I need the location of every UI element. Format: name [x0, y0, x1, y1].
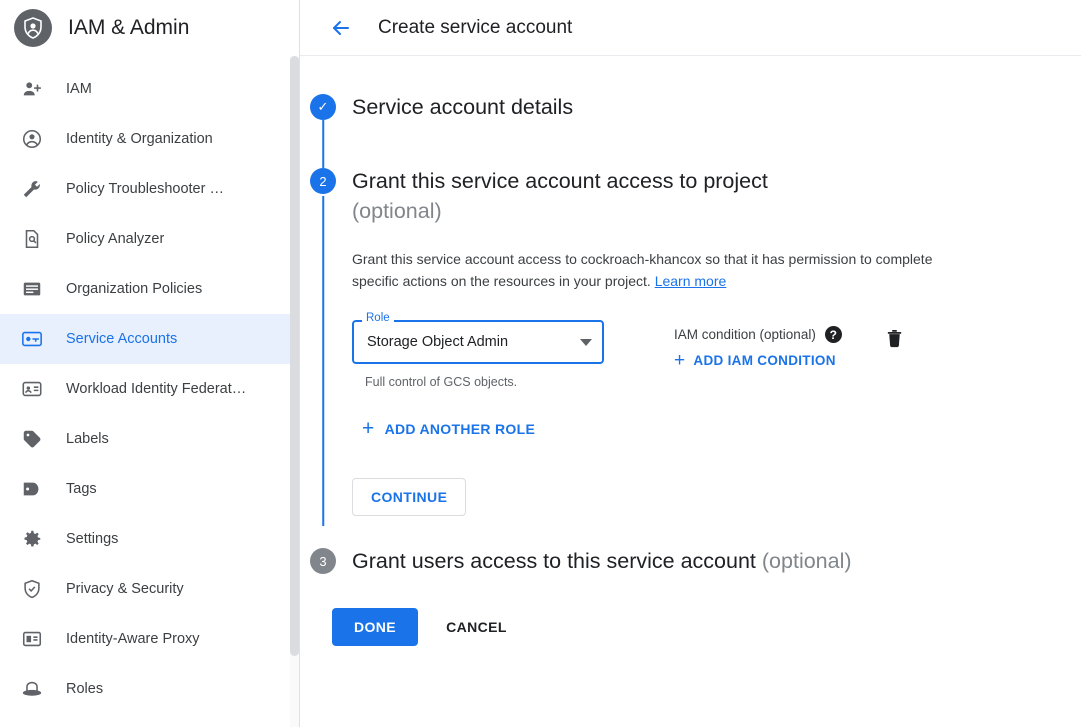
wizard-step-3 — [300, 546, 1081, 576]
step-1-body — [346, 92, 1081, 122]
document-search-icon — [20, 227, 44, 251]
sidebar-item-label: Policy Troubleshooter … — [66, 181, 224, 197]
sidebar-nav — [0, 56, 299, 714]
tag-icon — [20, 477, 44, 501]
sidebar-item-label: Service Accounts — [66, 331, 178, 347]
add-iam-condition-button[interactable] — [674, 349, 842, 371]
sidebar-item-workload-identity-federation[interactable] — [0, 364, 299, 414]
step-2-gutter — [300, 166, 346, 516]
sidebar-item-label: Policy Analyzer — [66, 231, 165, 247]
wrench-icon — [20, 177, 44, 201]
step-3-optional-label: (optional) — [761, 549, 852, 573]
step-3-title[interactable] — [352, 546, 1081, 576]
account-circle-icon — [20, 127, 44, 151]
chevron-down-icon — [580, 339, 592, 346]
sidebar-header — [0, 0, 299, 56]
sidebar-item-label: IAM — [66, 81, 92, 97]
page-title: Create service account — [378, 16, 573, 38]
trash-icon[interactable] — [884, 320, 905, 354]
done-button[interactable]: DONE — [332, 608, 418, 646]
wizard-content — [300, 56, 1081, 646]
sidebar-item-roles[interactable] — [0, 664, 299, 714]
step-3-body — [346, 546, 1081, 576]
step-2-description — [352, 248, 952, 292]
step-3-title-text: Grant users access to this service account — [352, 549, 756, 573]
step-1-gutter — [300, 92, 346, 122]
iam-condition-label-row — [674, 326, 842, 343]
sidebar-item-label: Roles — [66, 681, 104, 697]
step-2-optional-label: (optional) — [352, 199, 442, 223]
id-card-icon — [20, 377, 44, 401]
add-another-role-button[interactable] — [362, 417, 536, 440]
wizard-footer — [300, 608, 1081, 646]
sidebar-scrollbar-thumb[interactable] — [290, 56, 299, 656]
plus-icon: + — [362, 417, 375, 440]
learn-more-link[interactable]: Learn more — [654, 273, 727, 289]
role-select[interactable] — [352, 320, 604, 364]
sidebar-item-policy-analyzer[interactable] — [0, 214, 299, 264]
iam-condition-block — [674, 320, 842, 371]
sidebar-item-settings[interactable] — [0, 514, 299, 564]
step-2-description-text: Grant this service account access to cockroach-khancox so that it has permission to complete specific actions on the resources in your project. — [352, 251, 933, 289]
step-1-title[interactable]: Service account details — [352, 95, 574, 119]
help-icon[interactable]: ? — [825, 326, 842, 343]
sidebar-item-service-accounts[interactable] — [0, 314, 299, 364]
step-2-body — [346, 166, 1081, 516]
wizard-step-1 — [300, 92, 1081, 122]
iam-condition-label: IAM condition (optional) — [674, 327, 816, 342]
proxy-icon — [20, 627, 44, 651]
sidebar-item-identity-aware-proxy[interactable] — [0, 614, 299, 664]
step-2-title — [352, 166, 1081, 226]
page-header — [300, 0, 1081, 56]
sidebar — [0, 0, 300, 727]
sidebar-item-label: Identity-Aware Proxy — [66, 631, 200, 647]
sidebar-item-tags[interactable] — [0, 464, 299, 514]
role-helper-text: Full control of GCS objects. — [365, 375, 518, 389]
shield-person-icon — [14, 9, 52, 47]
sidebar-scrollbar[interactable] — [290, 56, 299, 727]
cancel-button[interactable]: CANCEL — [432, 608, 521, 646]
sidebar-item-labels[interactable] — [0, 414, 299, 464]
shield-check-icon — [20, 577, 44, 601]
list-card-icon — [20, 277, 44, 301]
arrow-back-icon[interactable] — [328, 15, 354, 41]
main-panel — [300, 0, 1081, 727]
service-account-icon — [20, 327, 44, 351]
sidebar-item-label: Organization Policies — [66, 281, 203, 297]
sidebar-item-label: Privacy & Security — [66, 581, 184, 597]
sidebar-item-privacy-security[interactable] — [0, 564, 299, 614]
gear-icon — [20, 527, 44, 551]
sidebar-item-identity-organization[interactable] — [0, 114, 299, 164]
sidebar-item-policy-troubleshooter[interactable] — [0, 164, 299, 214]
step-1-marker: ✓ — [310, 94, 336, 120]
sidebar-item-label: Identity & Organization — [66, 131, 213, 147]
label-icon — [20, 427, 44, 451]
sidebar-item-label: Settings — [66, 531, 119, 547]
sidebar-item-label: Tags — [66, 481, 97, 497]
step-3-marker: 3 — [310, 548, 336, 574]
sidebar-item-organization-policies[interactable] — [0, 264, 299, 314]
sidebar-item-label: Labels — [66, 431, 109, 447]
add-iam-condition-label: ADD IAM CONDITION — [693, 353, 836, 368]
person-add-icon — [20, 77, 44, 101]
plus-icon: + — [674, 349, 686, 371]
step-3-gutter — [300, 546, 346, 576]
continue-button[interactable]: CONTINUE — [352, 478, 466, 516]
step-2-title-text: Grant this service account access to project — [352, 169, 768, 193]
roles-hat-icon — [20, 677, 44, 701]
wizard-step-2 — [300, 166, 1081, 516]
role-select-value: Storage Object Admin — [367, 334, 509, 350]
role-row — [352, 312, 1081, 389]
role-select-legend: Role — [362, 312, 394, 324]
sidebar-item-iam[interactable] — [0, 64, 299, 114]
add-another-role-label: ADD ANOTHER ROLE — [384, 421, 536, 437]
role-select-wrapper — [352, 312, 604, 389]
sidebar-item-label: Workload Identity Federat… — [66, 381, 247, 397]
step-2-marker: 2 — [310, 168, 336, 194]
sidebar-title: IAM & Admin — [68, 16, 190, 39]
